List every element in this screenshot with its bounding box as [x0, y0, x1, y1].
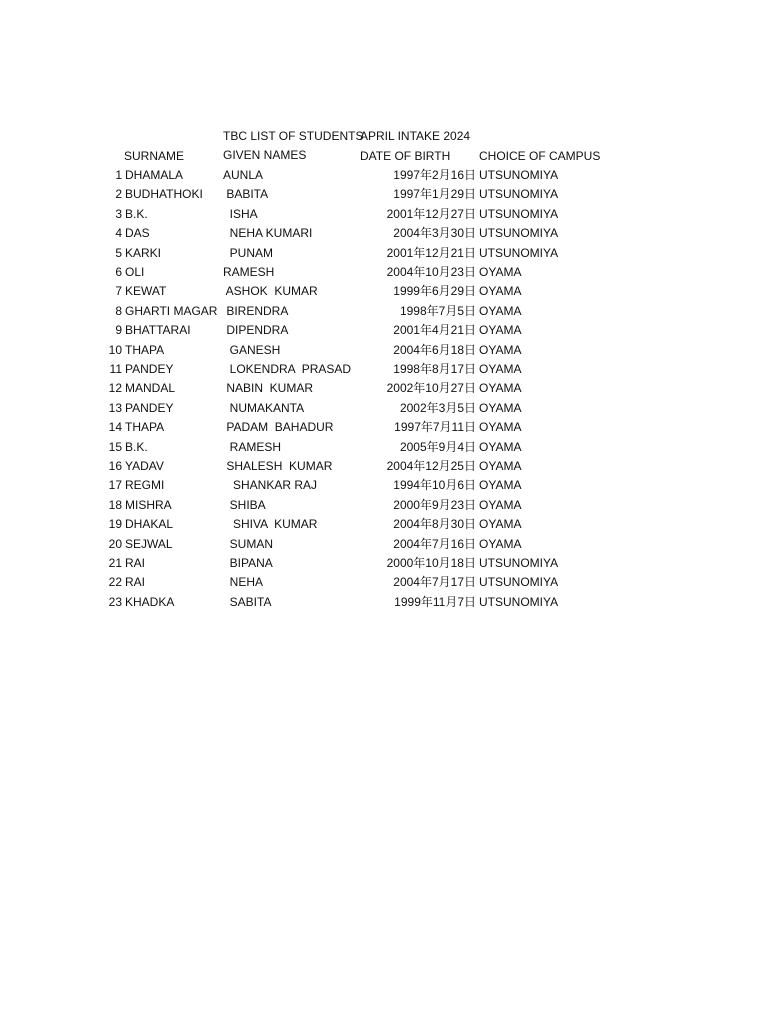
surname-cell: YADAV [125, 459, 164, 473]
surname-cell: REGMI [125, 478, 165, 492]
date-of-birth-cell: 2004年3月30日 [393, 226, 476, 240]
row-number: 12 [108, 381, 122, 395]
surname-cell: KEWAT [125, 284, 167, 298]
header-date-of-birth: DATE OF BIRTH [360, 149, 451, 163]
row-number: 5 [115, 246, 122, 260]
surname-cell: KHADKA [125, 595, 175, 609]
row-number: 20 [108, 537, 122, 551]
given-names-cell: ASHOK KUMAR [223, 284, 318, 298]
date-of-birth-cell: 2001年12月21日 [386, 246, 476, 260]
surname-cell: RAI [125, 575, 146, 589]
row-number: 22 [108, 575, 122, 589]
row-number: 7 [115, 284, 122, 298]
surname-cell: THAPA [125, 343, 165, 357]
surname-cell: THAPA [125, 420, 165, 434]
surname-cell: MISHRA [125, 498, 172, 512]
given-names-cell: SHIVA KUMAR [223, 517, 318, 531]
campus-cell: UTSUNOMIYA [479, 595, 559, 609]
surname-cell: GHARTI MAGAR [125, 304, 218, 318]
surname-cell: OLI [125, 265, 145, 279]
surname-cell: DAS [125, 226, 150, 240]
row-number: 2 [115, 187, 122, 201]
given-names-cell: BABITA [223, 187, 269, 201]
row-number: 17 [108, 478, 122, 492]
surname-cell: B.K. [125, 440, 148, 454]
given-names-cell: SUMAN [223, 537, 274, 551]
campus-cell: OYAMA [479, 401, 522, 415]
given-names-cell: NEHA [223, 575, 264, 589]
campus-cell: OYAMA [479, 440, 522, 454]
date-of-birth-cell: 2000年10月18日 [386, 556, 476, 570]
date-of-birth-cell: 1998年8月17日 [393, 362, 476, 376]
campus-cell: OYAMA [479, 537, 522, 551]
campus-cell: OYAMA [479, 323, 522, 337]
given-names-cell: RAMESH [223, 440, 282, 454]
date-of-birth-cell: 2002年10月27日 [386, 381, 476, 395]
date-of-birth-cell: 2001年4月21日 [393, 323, 476, 337]
given-names-cell: SHALESH KUMAR [223, 459, 333, 473]
row-number: 3 [115, 207, 122, 221]
given-names-cell: NEHA KUMARI [223, 226, 313, 240]
date-of-birth-cell: 1997年2月16日 [393, 168, 476, 182]
campus-cell: OYAMA [479, 381, 522, 395]
campus-cell: OYAMA [479, 284, 522, 298]
campus-cell: OYAMA [479, 498, 522, 512]
surname-cell: DHAKAL [125, 517, 174, 531]
row-number: 19 [108, 517, 122, 531]
date-of-birth-cell: 2004年6月18日 [393, 343, 476, 357]
date-of-birth-cell: 1997年1月29日 [393, 187, 476, 201]
given-names-cell: DIPENDRA [223, 323, 289, 337]
given-names-cell: GANESH [223, 343, 281, 357]
date-of-birth-cell: 2005年9月4日 [399, 440, 476, 454]
date-of-birth-cell: 2001年12月27日 [386, 207, 476, 221]
given-names-cell: PADAM BAHADUR [223, 420, 334, 434]
given-names-cell: ISHA [223, 207, 258, 221]
campus-cell: OYAMA [479, 517, 522, 531]
row-number: 13 [108, 401, 122, 415]
surname-cell: KARKI [125, 246, 162, 260]
given-names-cell: SHIBA [223, 498, 266, 512]
row-number: 21 [108, 556, 122, 570]
row-number: 6 [115, 265, 122, 279]
given-names-cell: RAMESH [223, 265, 275, 279]
date-of-birth-cell: 2004年7月17日 [393, 575, 476, 589]
given-names-cell: NABIN KUMAR [223, 381, 314, 395]
surname-cell: DHAMALA [125, 168, 184, 182]
given-names-cell: SABITA [223, 595, 272, 609]
campus-cell: OYAMA [479, 265, 522, 279]
surname-cell: MANDAL [125, 381, 176, 395]
date-of-birth-cell: 1999年11月7日 [394, 595, 476, 609]
intake-title: APRIL INTAKE 2024 [360, 129, 471, 143]
campus-cell: OYAMA [479, 459, 522, 473]
date-of-birth-cell: 2000年9月23日 [393, 498, 476, 512]
row-number: 4 [115, 226, 122, 240]
list-title: TBC LIST OF STUDENTS [223, 129, 364, 143]
campus-cell: UTSUNOMIYA [479, 575, 559, 589]
row-number: 14 [108, 420, 122, 434]
date-of-birth-cell: 2002年3月5日 [399, 401, 476, 415]
campus-cell: OYAMA [479, 343, 522, 357]
row-number: 18 [108, 498, 122, 512]
given-names-cell: BIPANA [223, 556, 273, 570]
campus-cell: UTSUNOMIYA [479, 246, 559, 260]
surname-cell: B.K. [125, 207, 148, 221]
row-number: 1 [115, 168, 122, 182]
given-names-cell: NUMAKANTA [223, 401, 305, 415]
date-of-birth-cell: 2004年7月16日 [393, 537, 476, 551]
date-of-birth-cell: 2004年10月23日 [386, 265, 476, 279]
given-names-cell: PUNAM [223, 246, 274, 260]
surname-cell: BUDHATHOKI [125, 187, 203, 201]
header-given-names: GIVEN NAMES [223, 148, 307, 162]
given-names-cell: LOKENDRA PRASAD [223, 362, 352, 376]
given-names-cell: SHANKAR RAJ [223, 478, 318, 492]
row-number: 11 [109, 362, 122, 376]
surname-cell: PANDEY [125, 362, 174, 376]
row-number: 23 [108, 595, 122, 609]
row-number: 10 [108, 343, 122, 357]
date-of-birth-cell: 2004年8月30日 [393, 517, 476, 531]
surname-cell: PANDEY [125, 401, 174, 415]
campus-cell: OYAMA [479, 420, 522, 434]
header-surname: SURNAME [124, 149, 185, 163]
date-of-birth-cell: 2004年12月25日 [386, 459, 476, 473]
date-of-birth-cell: 1998年7月5日 [399, 304, 476, 318]
given-names-cell: BIRENDRA [223, 304, 289, 318]
campus-cell: OYAMA [479, 362, 522, 376]
row-number: 16 [108, 459, 122, 473]
date-of-birth-cell: 1999年6月29日 [393, 284, 476, 298]
header-choice-of-campus: CHOICE OF CAMPUS [479, 149, 601, 163]
given-names-cell: AUNLA [223, 168, 264, 182]
campus-cell: OYAMA [479, 478, 522, 492]
date-of-birth-cell: 1997年7月11日 [394, 420, 476, 434]
row-number: 8 [115, 304, 122, 318]
campus-cell: OYAMA [479, 304, 522, 318]
surname-cell: RAI [125, 556, 146, 570]
campus-cell: UTSUNOMIYA [479, 168, 559, 182]
campus-cell: UTSUNOMIYA [479, 187, 559, 201]
date-of-birth-cell: 1994年10月6日 [393, 478, 476, 492]
campus-cell: UTSUNOMIYA [479, 226, 559, 240]
row-number: 15 [108, 440, 122, 454]
surname-cell: BHATTARAI [125, 323, 191, 337]
row-number: 9 [115, 323, 122, 337]
surname-cell: SEJWAL [125, 537, 173, 551]
campus-cell: UTSUNOMIYA [479, 556, 559, 570]
campus-cell: UTSUNOMIYA [479, 207, 559, 221]
